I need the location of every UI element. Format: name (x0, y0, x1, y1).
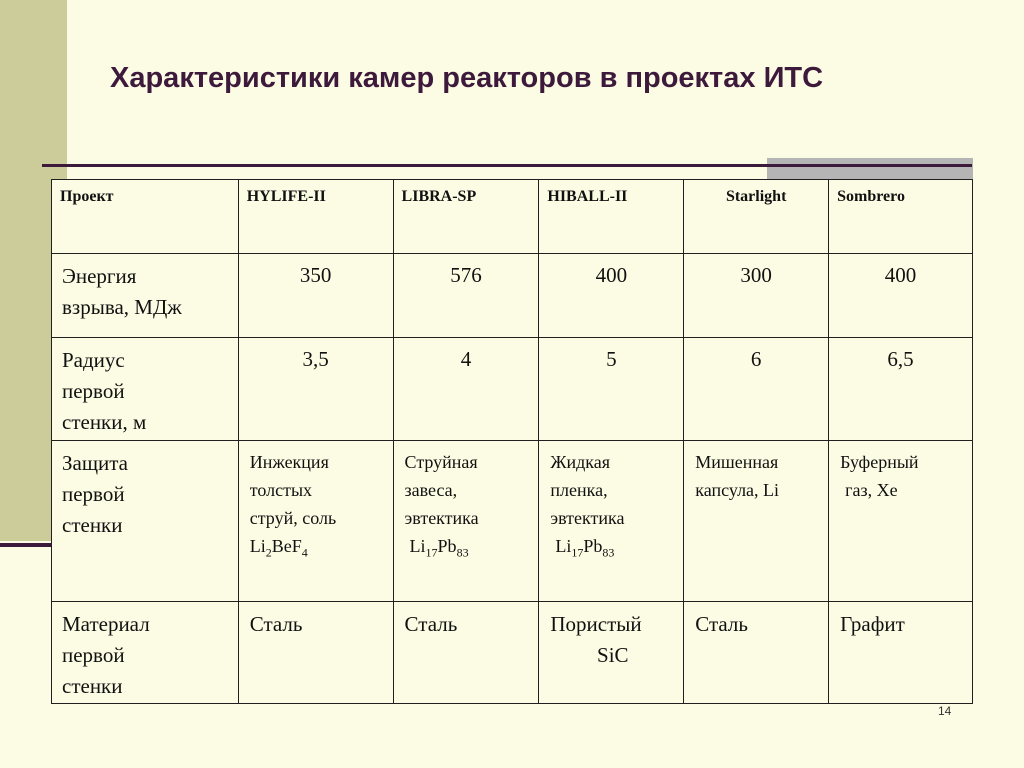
cell-radius-starlight: 6 (750, 347, 762, 371)
title-divider-line (42, 164, 972, 167)
cell-energy-starlight: 300 (740, 263, 772, 287)
cell-material-hiball: Пористый SiC (550, 612, 642, 667)
cell-radius-libra: 4 (460, 347, 472, 371)
header-hiball: HIBALL-II (547, 188, 628, 205)
formula-li17pb83: $Li_{17}Pb_{83}$ (555, 536, 615, 560)
row-label-protection: Защита первой стенки (62, 451, 129, 537)
cell-material-starlight: Сталь (695, 612, 748, 636)
row-label-radius: Радиус первой стенки, м (62, 348, 147, 434)
table-row-energy (52, 254, 973, 338)
cell-energy-sombrero: 400 (884, 263, 917, 287)
cell-material-libra: Сталь (404, 612, 458, 636)
header-project-label: Проект (60, 188, 114, 205)
header-libra: LIBRA-SP (401, 188, 477, 205)
cell-radius-hiball: 5 (606, 347, 617, 371)
page-number: 14 (938, 704, 952, 718)
row-label-energy: Энергия взрыва, МДж (62, 264, 182, 319)
formula-li2bef4: $Li_2BeF_4$ (249, 536, 308, 560)
row-label-material: Материал первой стенки (62, 612, 150, 698)
header-starlight: Starlight (725, 188, 787, 205)
header-sombrero: Sombrero (837, 188, 905, 205)
reactor-chamber-table (51, 179, 973, 704)
table-row-material (52, 602, 973, 704)
cell-protection-starlight: Мишенная капсула, Li (695, 452, 780, 500)
grey-accent-block (767, 158, 973, 179)
slide-title: Характеристики камер реакторов в проектах ИТС (110, 62, 824, 94)
cell-energy-hylife: 350 (299, 263, 332, 287)
cell-protection-hiball: Жидкая пленка, эвтектика $Li_{17}Pb_{83}$ (539, 441, 683, 567)
header-hylife: HYLIFE-II (246, 188, 326, 205)
cell-energy-hiball: 400 (595, 263, 628, 287)
table-row-radius (52, 338, 973, 441)
table-header-row (52, 180, 973, 254)
table-row-protection (52, 441, 973, 602)
cell-material-sombrero: Графит (840, 612, 905, 636)
cell-energy-libra: 576 (450, 263, 482, 287)
cell-protection-libra: Струйная завеса, эвтектика $Li_{17}Pb_{83}$ (394, 441, 539, 567)
cell-protection-sombrero: Буферный газ, Xe (840, 452, 919, 500)
formula-li17pb83: $Li_{17}Pb_{83}$ (409, 536, 469, 560)
cell-radius-sombrero: 6,5 (887, 347, 914, 371)
cell-radius-hylife: 3,5 (302, 347, 329, 371)
cell-material-hylife: Сталь (249, 612, 303, 636)
cell-protection-hylife: Инжекция толстых струй, соль $Li_2BeF_4$ (239, 441, 393, 567)
